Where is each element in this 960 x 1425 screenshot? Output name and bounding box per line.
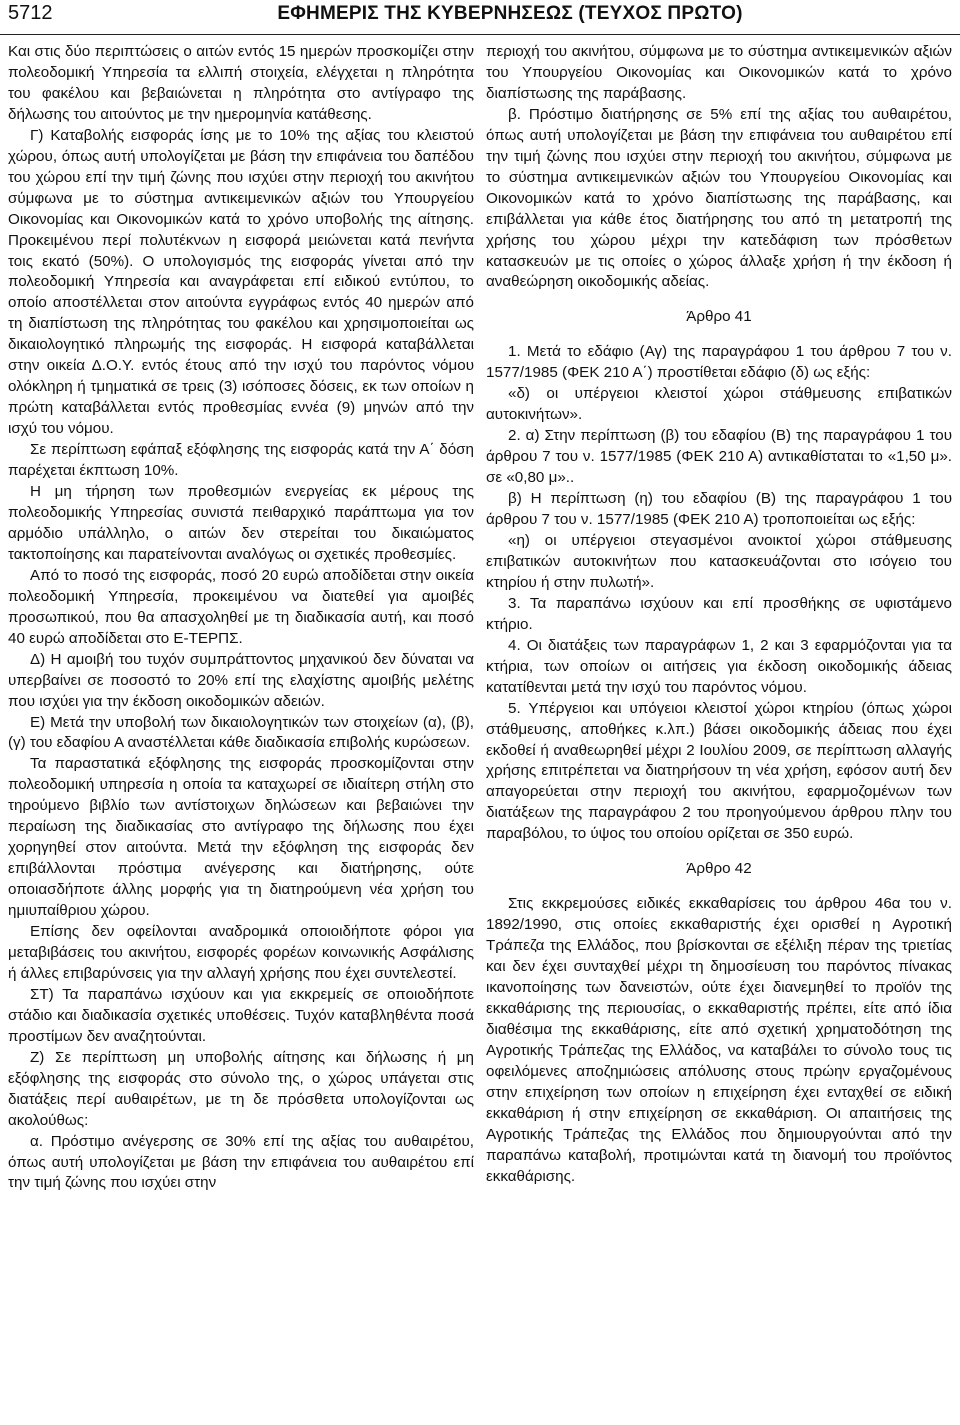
paragraph: β. Πρόστιμο διατήρησης σε 5% επί της αξίας του αυθαιρέτου, όπως αυτή υπολογίζεται με βάση την επιφάνεια του αυθαιρέτου επί την τιμή ζώνης που ισχύει στην περιοχή του ακινήτου, σύμφωνα με το σύστημα αντικειμενικών αξιών του Υπουργείου Οικονομίας και Οικονομικών κατά το χρόνο διαπίστωσης της παράβασης, και επιβάλλεται για κάθε έτος διατήρησης του από τη μετατροπή της χρήσης του χώρου μέχρι την κατεδάφιση των πρόσθετων κατασκευών με τις οποίες ο χώρος άλλαξε χρήση ή την έκδοση ή αναθεώρηση οικοδομικής αδείας. [486, 105, 952, 291]
paragraph: Η μη τήρηση των προθεσμιών ενεργείας εκ μέρους της πολεοδομικής Υπηρεσίας συνιστά πειθαρχικό παράπτωμα για τον αρμόδιο υπάλληλο, ο αιτών δεν στερείται του δικαιώματος τακτοποίησης και παρατείνονται αναλόγως οι σχετικές προθεσμίες. [8, 483, 474, 563]
paragraph: 1. Μετά το εδάφιο (Αγ) της παραγράφου 1 του άρθρου 7 του ν. 1577/1985 (ΦΕΚ 210 Α΄) προστίθεται εδάφιο (δ) ως εξής: [486, 343, 952, 382]
paragraph: 2. α) Στην περίπτωση (β) του εδαφίου (Β) της παραγράφου 1 του άρθρου 7 του ν. 1577/1985 (ΦΕΚ 210 Α) αντικαθίσταται το «1,50 μ». σε «0,80 μ».. [486, 427, 952, 487]
paragraph: περιοχή του ακινήτου, σύμφωνα με το σύστημα αντικειμενικών αξιών του Υπουργείου Οικονομίας και Οικονομικών κατά το χρόνο διαπίστωσης της παράβασης. [486, 43, 952, 102]
paragraph: ΣΤ) Τα παραπάνω ισχύουν και για εκκρεμείς σε οποιοδήποτε στάδιο και διαδικασία σχετικές υποθέσεις. Τυχόν καταβληθέντα ποσά προστίμων δεν αναζητούνται. [8, 985, 474, 1045]
paragraph: «η) οι υπέργειοι στεγασμένοι ανοικτοί χώροι στάθμευσης επιβατικών αυτοκινήτων που κατασκευάζονται στο ισόγειο του κτηρίου ή στην πυλωτή». [486, 531, 952, 591]
paragraph: Ε) Μετά την υποβολή των δικαιολογητικών των στοιχείων (α), (β), (γ) του εδαφίου Α αναστέλλεται κάθε διαδικασία επιβολής κυρώσεων. [8, 713, 474, 752]
paragraph: β) Η περίπτωση (η) του εδαφίου (Β) της παραγράφου 1 του άρθρου 7 του ν. 1577/1985 (ΦΕΚ 210 Α) τροποποιείται ως εξής: [486, 490, 952, 529]
page-header [0, 0, 960, 35]
paragraph: 5. Υπέργειοι και υπόγειοι κλειστοί χώροι κτηρίου (όπως χώροι στάθμευσης, αποθήκες κ.λπ.) βάσει οικοδομικής άδειας που έχει εκδοθεί ή αναθεωρηθεί μέχρι 2 Ιουλίου 2009, σε περίπτωση αλλαγής χρήσης επιτρέπεται να διατηρήσουν τη νέα χρήση, εφόσον αυτή δεν απαγορεύεται στην περιοχή του ακινήτου, εφαρμοζομένων των διατάξεων της παραγράφου 2 του προηγούμενου άρθρου πλην του παραβόλου, το ύψος του οποίου ορίζεται σε 350 ευρώ. [486, 699, 952, 843]
paragraph: 4. Οι διατάξεις των παραγράφων 1, 2 και 3 εφαρμόζονται για τα κτήρια, των οποίων οι αιτήσεις για έκδοση οικοδομικής άδειας κατατίθενται μετά την ισχύ του παρόντος νόμου. [486, 636, 952, 696]
paragraph: α. Πρόστιμο ανέγερσης σε 30% επί της αξίας του αυθαιρέτου, όπως αυτή υπολογίζεται με βάση την επιφάνεια του αυθαιρέτου επί την τιμή ζώνης που ισχύει στην [8, 1132, 474, 1192]
gazette-title: ΕΦΗΜΕΡΙΣ ΤΗΣ ΚΥΒΕΡΝΗΣΕΩΣ (ΤΕΥΧΟΣ ΠΡΩΤΟ) [277, 3, 743, 24]
page-number: 5712 [8, 2, 53, 24]
paragraph: 3. Τα παραπάνω ισχύουν και επί προσθήκης σε υφιστάμενο κτήριο. [486, 594, 952, 633]
paragraph: Σε περίπτωση εφάπαξ εξόφλησης της εισφοράς κατά την Α΄ δόση παρέχεται έκπτωση 10%. [8, 441, 474, 480]
paragraph: «δ) οι υπέργειοι κλειστοί χώροι στάθμευσης επιβατικών αυτοκινήτων». [486, 385, 952, 424]
body-columns [8, 42, 952, 1417]
article-41-heading: Άρθρο 41 [686, 308, 752, 326]
right-column [486, 42, 952, 1417]
paragraph: Δ) Η αμοιβή του τυχόν συμπράττοντος μηχανικού δεν δύναται να υπερβαίνει σε ποσοστό το 20% επί της ελαχίστης αμοιβής μελέτης που ισχύει για την έκδοση οικοδομικών αδειών. [8, 650, 474, 710]
paragraph: Από το ποσό της εισφοράς, ποσό 20 ευρώ αποδίδεται στην οικεία πολεοδομική Υπηρεσία, προκειμένου να διατεθεί για αμοιβές προσωπικού, που θα απασχοληθεί με τη διαδικασία αυτή, και ποσό 40 ευρώ αποδίδεται στο Ε-ΤΕΡΠΣ. [8, 566, 474, 647]
paragraph: Επίσης δεν οφείλονται αναδρομικά οποιοιδήποτε φόροι για μεταβιβάσεις του ακινήτου, εισφορές φορέων κοινωνικής Ασφάλισης ή άλλες επιβαρύνσεις για την αλλαγή χρήσης που έχει συντελεστεί. [8, 923, 474, 982]
article-42-heading: Άρθρο 42 [686, 860, 752, 878]
paragraph: Γ) Καταβολής εισφοράς ίσης με το 10% της αξίας του κλειστού χώρου, όπως αυτή υπολογίζεται με βάση την επιφάνεια του δαπέδου του χώρου επί την τιμή ζώνης που ισχύει στην περιοχή του ακινήτου σύμφωνα με το σύστημα αντικειμενικών αξιών του Υπουργείου Οικονομίας και Οικονομικών κατά το χρόνο υποβολής της αίτησης. Προκειμένου περί πολυτέκνων η εισφορά μειώνεται κατά πενήντα τοις εκατό (50%). Ο υπολογισμός της εισφοράς γίνεται από την πολεοδομική Υπηρεσία και αναγράφεται επί ειδικού εντύπου, το οποίο αποστέλλεται στον αιτούντα εγγράφως εντός 40 ημερών από τη διαπίστωση της πληρότητας του φακέλου και χρησιμοποιείται ως δικαιολογητικό πληρωμής της εισφοράς. Η εισφορά καταβάλλεται στην οικεία Δ.Ο.Υ. εντός έτους από την ισχύ του παρόντος νόμου ολόκληρη ή τμηματικά σε τρεις (3) ισόποσες δόσεις, εκ των οποίων η πρώτη καταβάλλεται εντός προθεσμίας εννέα (9) μηνών από την ισχύ του νόμου. [8, 126, 474, 438]
paragraph: Τα παραστατικά εξόφλησης της εισφοράς προσκομίζονται στην πολεοδομική υπηρεσία η οποία τα καταχωρεί σε ιδιαίτερη στήλη στο τηρούμενο βιβλίο των αντίστοιχων δηλώσεων και βεβαιώνει την περαίωση της διαδικασίας στο αντίγραφο της δήλωσης που έχει χορηγηθεί στον αιτούντα. Μετά την εξόφληση της εισφοράς δεν επιβάλλονται πρόστιμα ανέγερσης και διατήρησης, ούτε οποιασδήποτε άλλης μορφής για τη διατηρούμενη νέα χρήση του ημιυπαίθριου χώρου. [8, 755, 474, 920]
left-column [8, 42, 474, 1417]
paragraph: Ζ) Σε περίπτωση μη υποβολής αίτησης και δήλωσης ή μη εξόφλησης της εισφοράς στο σύνολο της, ο χώρος υπάγεται στις διατάξεις περί αυθαιρέτων, με τη δε πρόσθετα υπολογίζονται ως ακολούθως: [8, 1048, 474, 1129]
paragraph: Και στις δύο περιπτώσεις ο αιτών εντός 15 ημερών προσκομίζει στην πολεοδομική Υπηρεσία τα ελλιπή στοιχεία, ελέγχεται η πληρότητα του φακέλου και βεβαιώνεται η πληρότητα στο αντίγραφο της δήλωσης του αιτούντος με την ημερομηνία κατάθεσης. [8, 43, 474, 123]
paragraph: Στις εκκρεμούσες ειδικές εκκαθαρίσεις του άρθρου 46α του ν. 1892/1990, στις οποίες εκκαθαριστής έχει ορισθεί η Αγροτική Τράπεζα της Ελλάδος, που βρίσκονται σε εξέλιξη πέραν της τριετίας και δεν έχει συνταχθεί μέχρι τη δημοσίευση του παρόντος πίνακας ικανοποίησης των δανειστών, ούτε έχει διανεμηθεί το προϊόν της εκκαθάρισης της περιουσίας, ο εκκαθαριστής πρέπει, είτε από ίδια διαθέσιμα της εκκαθάρισης, είτε από σχετική χρηματοδότηση της Αγροτικής Τράπεζας της Ελλάδος, να καταβάλει το σύνολο τους τις οφειλόμενες αποζημιώσεις απόλυσης στους πρώην εργαζομένους στην επιχείρηση των οποίων η επιχείρηση έχει ενταχθεί σε ειδική εκκαθάριση ή στην επιχείρηση σε εκκαθάριση. Οι απαιτήσεις της Αγροτικής Τράπεζας της Ελλάδος που δημιουργούνται από την παραπάνω καταβολή, προτιμώνται κατά τη διανομή του προϊόντος εκκαθάρισης. [486, 895, 952, 1185]
